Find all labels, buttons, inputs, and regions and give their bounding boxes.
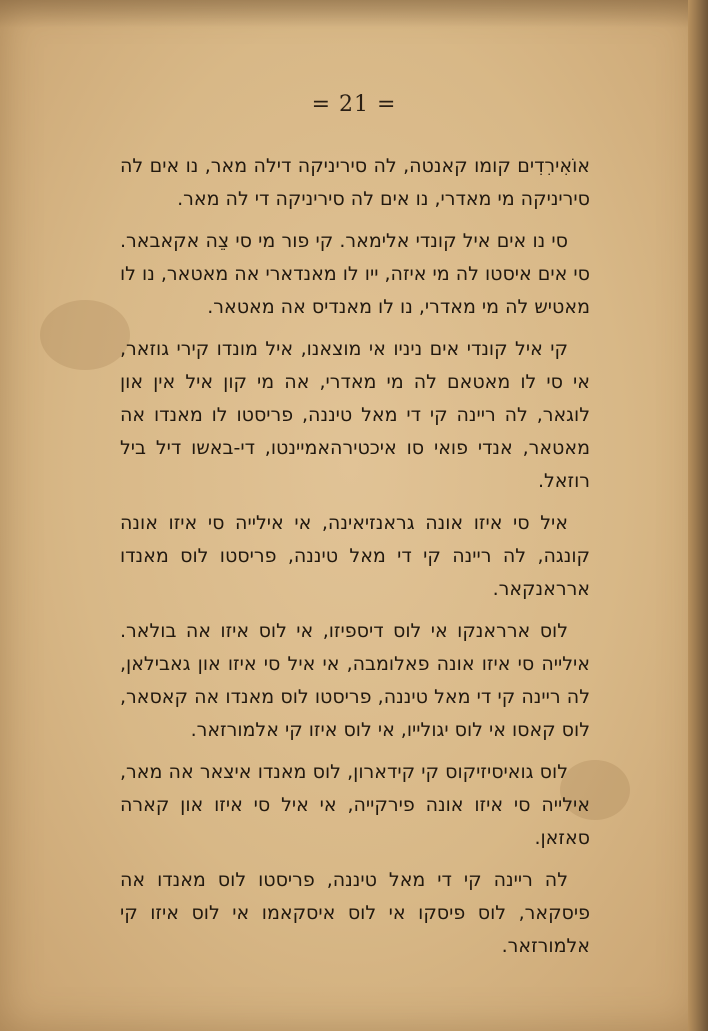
page-top-shadow <box>0 0 700 28</box>
paragraph-6: לוס גואיסיזיקוס קי קידארון, לוס מאנדו איצאר אה מאר, אילייה סי איזו אונה פירקייה, אי איל סי איזו און קארה סאזאן. <box>120 761 590 849</box>
page-number: = 21 = <box>311 92 397 117</box>
paragraph-4: איל סי איזו אונה גראנזיאינה, אי אילייה סי איזו אונה קונגה, לה ריינה קי די מאל טיננה, פריסטו לוס מאנדו ארראנקאר. <box>120 512 590 600</box>
poem-text <box>120 150 590 972</box>
paragraph-3: קי איל קונדי אים ניניו אי מוצאנו, איל מונדו קירי גוזאר, אי סי לו מאטאם לה מי מאדרי, אה מי קון איל אין און לוגאר, לה ריינה קי די מאל טיננה, פריסטו לו מאנדו אה מאטאר, אנדי פואי סו איכטירהאמיינטו, די-באשו דיל ביל רוזאל. <box>120 338 590 492</box>
paragraph-2: סי נו אים איל קונדי אלימאר. קי פור מי סי צֵה אקאבאר. סי אים איסטו לה מי איזה, ייו לו מאנדארי אה מאטאר, נו לו מאטיש לה מי מאדרי, נו לו מאנדיס אה מאטאר. <box>120 230 590 318</box>
paragraph-7: לה ריינה קי די מאל טיננה, פריסטו לוס מאנדו אה פיסקאר, לוס פיסקו אי לוס איסקאמו אי לוס איזו קי אלמורזאר. <box>120 869 590 957</box>
book-spine-edge <box>688 0 708 1031</box>
paper-stain <box>40 300 130 370</box>
paragraph-1: אוֹאִירִדִים קומו קאנטה, לה סיריניקה דילה מאר, נו אים לה סיריניקה מי מאדרי, נו אים לה סיריניקה די לה מאר. <box>120 155 590 210</box>
paragraph-5: לוס ארראנקו אי לוס דיספיזו, אי לוס איזו אה בולאר. אילייה סי איזו אונה פאלומבה, אי איל סי איזו און גאבילאן, לה ריינה קי די מאל טיננה, פריסטו לוס מאנדו אה קאסאר, לוס קאסו אי לוס יגולייו, אי לוס איזו קי אלמורזאר. <box>120 620 590 741</box>
